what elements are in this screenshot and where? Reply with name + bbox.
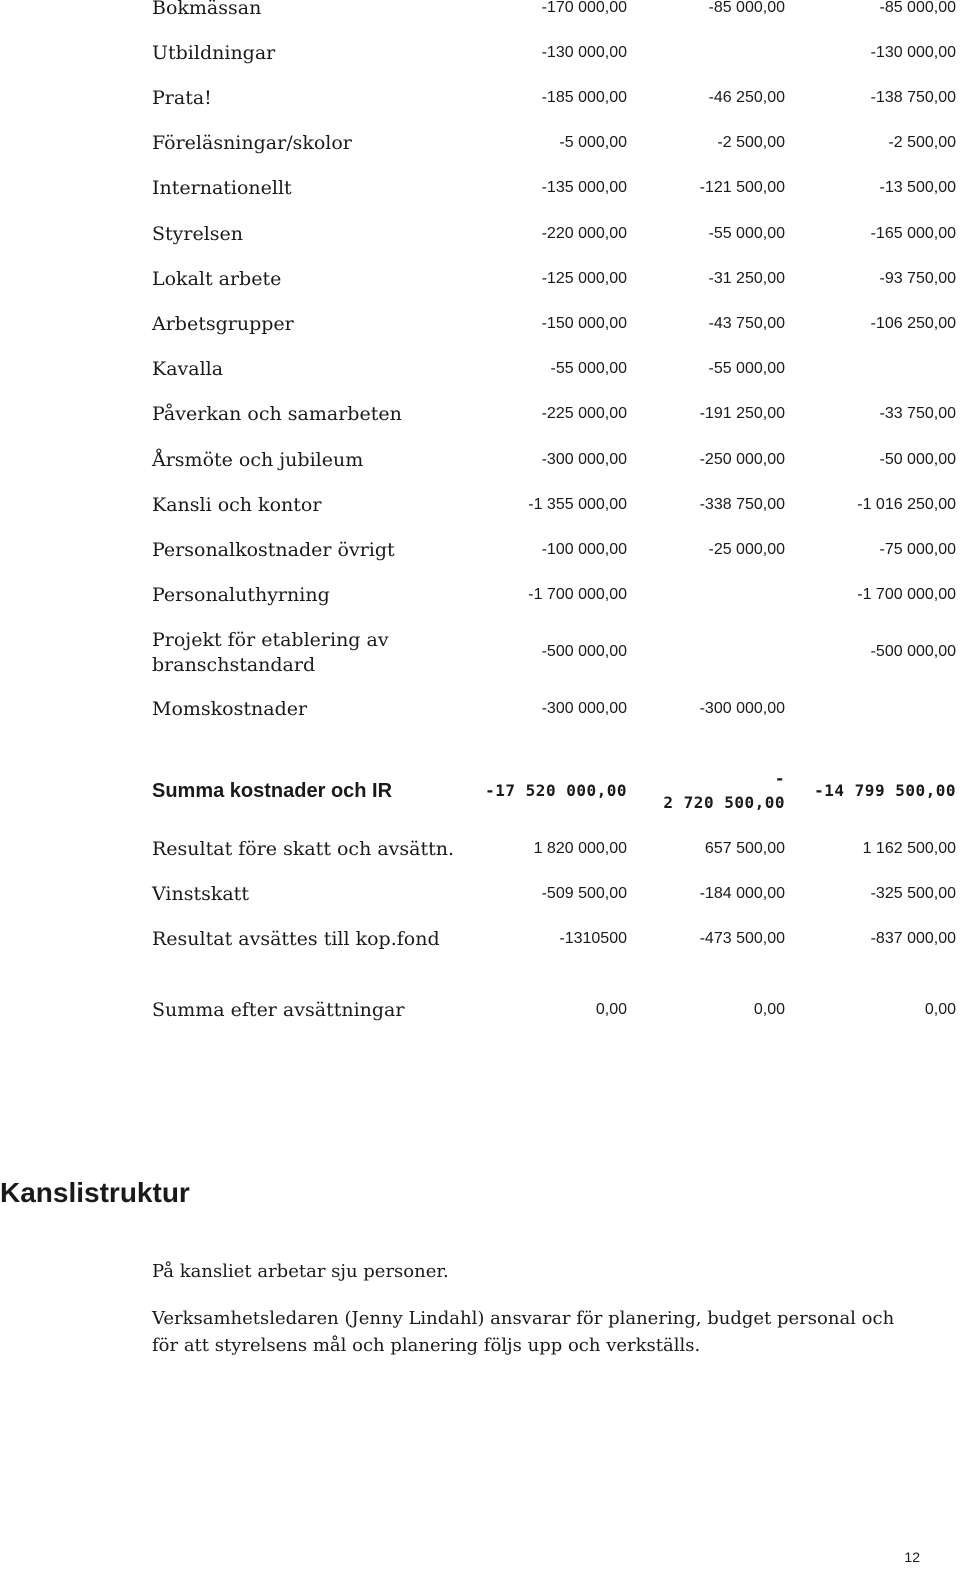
table-row [0, 628, 960, 680]
total-col2 [663, 767, 785, 815]
cell-col1: -509 500,00 [541, 885, 627, 902]
cell-col3: -33 750,00 [879, 405, 956, 422]
table-row [0, 538, 960, 562]
cell-col1: -1 700 000,00 [528, 586, 627, 603]
row-label: Föreläsningar/skolor [152, 132, 352, 154]
table-row [0, 131, 960, 155]
cell-col3: -165 000,00 [870, 225, 956, 242]
cell-col3: -325 500,00 [870, 885, 956, 902]
cell-col1: -125 000,00 [541, 270, 627, 287]
table-row [0, 493, 960, 517]
paragraph-line: Verksamhetsledaren (Jenny Lindahl) ansvarar för planering, budget personal och [152, 1308, 895, 1329]
cell-col1: -300 000,00 [541, 700, 627, 717]
cell-col3: -75 000,00 [879, 541, 956, 558]
row-label: Prata! [152, 87, 212, 109]
cell-col2: -43 750,00 [708, 315, 785, 332]
row-label: Personaluthyrning [152, 584, 330, 606]
cell-col1: -5 000,00 [559, 134, 627, 151]
total-row [0, 769, 960, 812]
row-label-line: Projekt för etablering av [152, 629, 389, 651]
row-label: Resultat före skatt och avsättn. [152, 838, 455, 860]
final-sum-row [0, 998, 960, 1022]
cell-col2: -191 250,00 [699, 405, 785, 422]
row-label: Lokalt arbete [152, 268, 282, 290]
cell-col1: -220 000,00 [541, 225, 627, 242]
cell-col2: -25 000,00 [708, 541, 785, 558]
cell-col2: 0,00 [753, 1001, 785, 1018]
cell-col2: -55 000,00 [708, 360, 785, 377]
paragraph-line: för att styrelsens mål och planering följs upp och verkställs. [152, 1335, 701, 1356]
total-col2-line: - [774, 769, 785, 788]
row-label: Kavalla [152, 358, 224, 380]
table-row [0, 402, 960, 426]
cell-col1: -185 000,00 [541, 89, 627, 106]
cell-col3: -93 750,00 [879, 270, 956, 287]
result-row [0, 927, 960, 951]
section-heading: Kanslistruktur [0, 1177, 190, 1208]
row-label: Summa efter avsättningar [152, 999, 405, 1021]
table-row [0, 176, 960, 200]
cell-col3: -1 016 250,00 [857, 496, 956, 513]
cell-col3: 0,00 [924, 1001, 956, 1018]
cell-col3: -50 000,00 [879, 451, 956, 468]
row-label: Bokmässan [152, 0, 262, 19]
row-label: Påverkan och samarbeten [152, 403, 402, 425]
paragraph: På kansliet arbetar sju personer. [152, 1261, 449, 1282]
cell-col1: -130 000,00 [541, 44, 627, 61]
row-label: Årsmöte och jubileum [152, 449, 364, 471]
cell-col1: -100 000,00 [541, 541, 627, 558]
cell-col2: -121 500,00 [699, 179, 785, 196]
cell-col1: -170 000,00 [541, 0, 627, 16]
table-row [0, 312, 960, 336]
table-row [0, 583, 960, 607]
cell-col3: -500 000,00 [870, 643, 956, 660]
row-label: Momskostnader [152, 698, 308, 720]
cell-col2: -46 250,00 [708, 89, 785, 106]
cell-col1: -150 000,00 [541, 315, 627, 332]
total-col3: -14 799 500,00 [814, 781, 956, 800]
cell-col1: -135 000,00 [541, 179, 627, 196]
row-label: Styrelsen [152, 223, 244, 245]
row-label: Kansli och kontor [152, 494, 322, 516]
table-row [0, 448, 960, 472]
cell-col2: -2 500,00 [717, 134, 785, 151]
cell-col2: -250 000,00 [699, 451, 785, 468]
table-row [0, 222, 960, 246]
table-row [0, 86, 960, 110]
table-row [0, 41, 960, 65]
row-label: Arbetsgrupper [152, 313, 294, 335]
cell-col1: -300 000,00 [541, 451, 627, 468]
cell-col1: -225 000,00 [541, 405, 627, 422]
cell-col1: -1310500 [559, 930, 627, 947]
table-row [0, 357, 960, 381]
cell-col3: -837 000,00 [870, 930, 956, 947]
cell-col1: -1 355 000,00 [528, 496, 627, 513]
cell-col3: -2 500,00 [888, 134, 956, 151]
cell-col3: -1 700 000,00 [857, 586, 956, 603]
cell-col3: 1 162 500,00 [862, 840, 956, 857]
cell-col3: -138 750,00 [870, 89, 956, 106]
cell-col3: -85 000,00 [879, 0, 956, 16]
row-label-line: branschstandard [152, 654, 316, 676]
page-number: 12 [904, 1549, 920, 1565]
row-label [152, 628, 389, 678]
cell-col1: 0,00 [595, 1001, 627, 1018]
cell-col1: 1 820 000,00 [533, 840, 627, 857]
total-col2-line: 2 720 500,00 [663, 793, 785, 812]
cell-col2: 657 500,00 [704, 840, 785, 857]
cell-col2: -55 000,00 [708, 225, 785, 242]
cell-col2: -31 250,00 [708, 270, 785, 287]
row-label: Resultat avsättes till kop.fond [152, 928, 440, 950]
row-label: Internationellt [152, 177, 292, 199]
result-row [0, 882, 960, 906]
cell-col3: -13 500,00 [879, 179, 956, 196]
total-label: Summa kostnader och IR [152, 780, 393, 802]
table-row [0, 267, 960, 291]
cell-col1: -500 000,00 [541, 643, 627, 660]
table-row [0, 697, 960, 721]
cell-col3: -106 250,00 [870, 315, 956, 332]
result-row [0, 837, 960, 861]
cell-col2: -473 500,00 [699, 930, 785, 947]
row-label: Utbildningar [152, 42, 276, 64]
cell-col1: -55 000,00 [550, 360, 627, 377]
table-row [0, 0, 960, 20]
paragraph [152, 1305, 932, 1359]
row-label: Personalkostnader övrigt [152, 539, 395, 561]
row-label: Vinstskatt [152, 883, 249, 905]
total-col1: -17 520 000,00 [485, 781, 627, 800]
cell-col2: -85 000,00 [708, 0, 785, 16]
cell-col2: -184 000,00 [699, 885, 785, 902]
cell-col2: -300 000,00 [699, 700, 785, 717]
cell-col3: -130 000,00 [870, 44, 956, 61]
cell-col2: -338 750,00 [699, 496, 785, 513]
